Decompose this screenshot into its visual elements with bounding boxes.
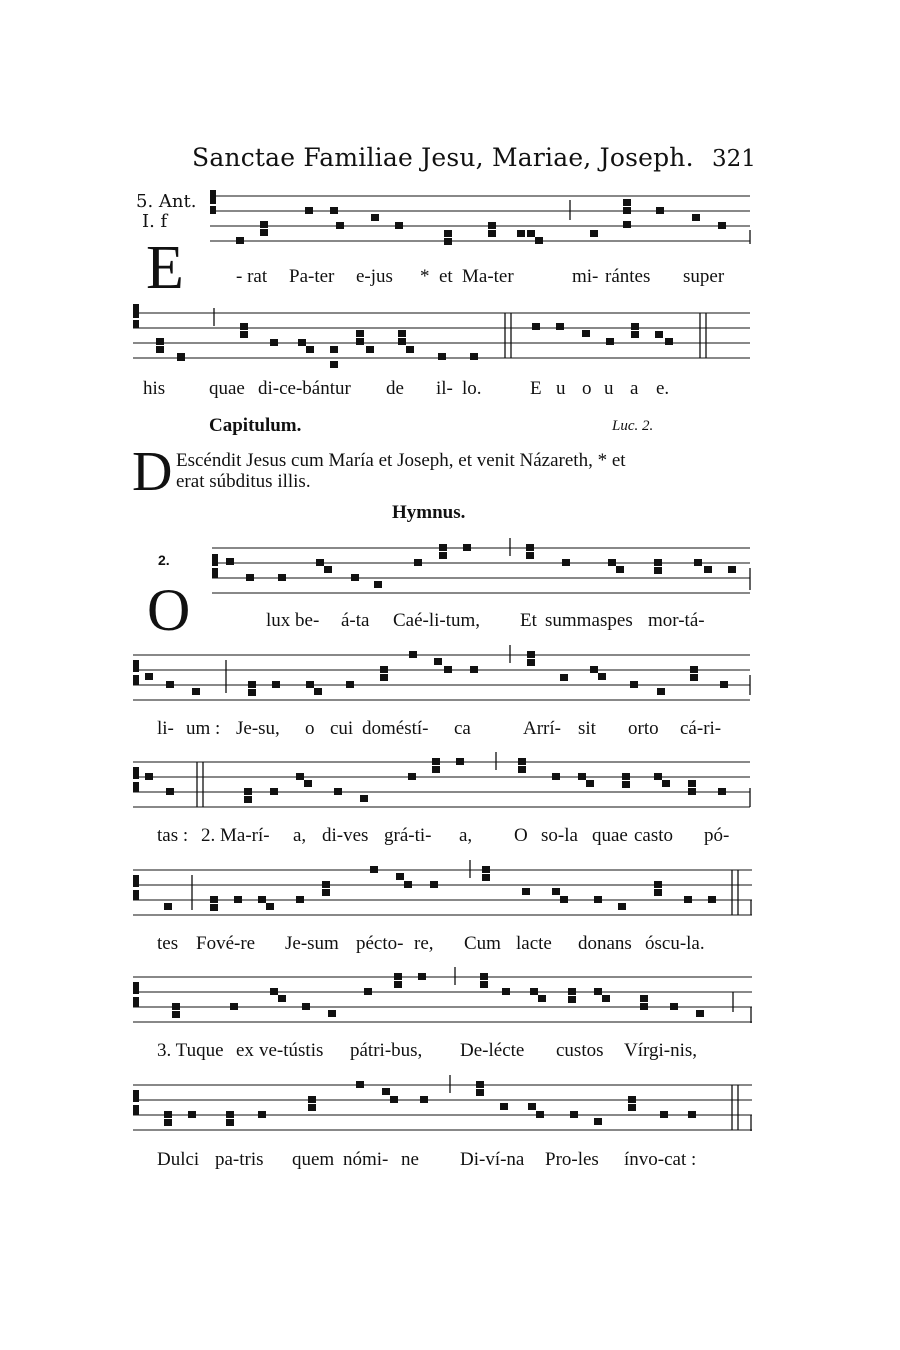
hymn-syllable: spes (600, 610, 633, 631)
antiphon-number: 5. Ant. (136, 191, 197, 212)
hymn-initial: O (147, 577, 191, 643)
hymn-syllable: sit (578, 718, 596, 739)
capitulum-initial: D (132, 441, 173, 503)
hymn-syllable: Fové-re (196, 933, 256, 954)
antiphon-syllable: * (420, 266, 430, 287)
antiphon-syllable: mi- (572, 266, 599, 287)
page-title: Sanctae Familiae Jesu, Mariae, Joseph. (192, 143, 694, 172)
hymn-syllable: quae (592, 825, 628, 846)
euouae-syllable: e. (656, 378, 670, 399)
antiphon-syllable: lo. (462, 378, 482, 399)
hymn-syllable: cá-ri- (680, 718, 722, 739)
hymn-syllable: O (514, 825, 528, 846)
hymn-syllable: ca (454, 718, 471, 739)
hymn-syllable: a, (459, 825, 473, 846)
capitulum-text-line-1: Escéndit Jesus cum María et Joseph, et venit Názareth, * et (176, 450, 626, 471)
hymn-syllable: um : (186, 718, 221, 739)
euouae-syllable: a (630, 378, 639, 399)
capitulum-text-line-2: erat súbditus illis. (176, 471, 311, 492)
music-staff-hymn-6 (0, 1075, 900, 1145)
antiphon-syllable: super (683, 266, 725, 287)
hymn-syllable: o (305, 718, 315, 739)
antiphon-syllable: de (386, 378, 404, 399)
hymn-syllable: óscu-la. (645, 933, 705, 954)
hymn-syllable: donans (578, 933, 632, 954)
hymn-syllable: nómi- (343, 1149, 389, 1170)
hymn-syllable: ve-tústis (259, 1040, 324, 1061)
hymn-syllable: Dulci (157, 1149, 200, 1170)
music-staff-hymn-5 (0, 967, 900, 1037)
hymn-syllable: custos (556, 1040, 604, 1061)
hymn-syllable: pa-tris (215, 1149, 264, 1170)
hymn-syllable: Caé-li-tum, (393, 610, 481, 631)
music-staff-antiphon-1 (0, 190, 900, 270)
hymn-syllable: li- (157, 718, 174, 739)
hymn-syllable: cui (330, 718, 354, 739)
hymn-syllable: grá-ti- (384, 825, 432, 846)
hymn-syllable: quem (292, 1149, 335, 1170)
euouae-syllable: u (556, 378, 566, 399)
hymn-syllable: so-la (541, 825, 578, 846)
hymn-syllable: 3. Tuque (157, 1040, 224, 1061)
hymn-syllable: di-ves (322, 825, 369, 846)
antiphon-syllable: il- (436, 378, 453, 399)
euouae-syllable: E (530, 378, 542, 399)
hymn-syllable: mor-tá- (648, 610, 705, 631)
antiphon-syllable: - rat (236, 266, 268, 287)
music-staff-hymn-2 (0, 645, 900, 715)
hymn-syllable: tes (157, 933, 179, 954)
hymn-syllable: a, (293, 825, 307, 846)
capitulum-heading: Capitulum. (209, 415, 302, 436)
hymn-syllable: pécto- (356, 933, 404, 954)
hymn-syllable: Arrí- (523, 718, 561, 739)
hymn-syllable: doméstí- (362, 718, 429, 739)
euouae-syllable: o (582, 378, 592, 399)
hymn-syllable: ex (236, 1040, 254, 1061)
hymn-syllable: Je-sum (285, 933, 339, 954)
hymn-syllable: Di-ví-na (460, 1149, 525, 1170)
antiphon-syllable: e-jus (356, 266, 393, 287)
hymn-syllable: pátri-bus, (350, 1040, 423, 1061)
hymn-syllable: pó- (704, 825, 730, 846)
hymn-syllable: lacte (516, 933, 552, 954)
hymn-syllable: Je-su, (236, 718, 280, 739)
antiphon-syllable: rántes (605, 266, 651, 287)
euouae-syllable: u (604, 378, 614, 399)
antiphon-syllable: quae (209, 378, 245, 399)
hymn-syllable: ínvo-cat : (624, 1149, 697, 1170)
hymn-syllable: re, (414, 933, 434, 954)
hymn-syllable: 2. Ma-rí- (201, 825, 270, 846)
antiphon-syllable: di-ce-bántur (258, 378, 351, 399)
hymn-syllable: De-lécte (460, 1040, 525, 1061)
antiphon-initial: E (146, 234, 184, 302)
hymn-syllable: lux be- (266, 610, 320, 631)
hymn-verse-number: 2. (158, 552, 170, 568)
antiphon-syllable: his (143, 378, 166, 399)
hymn-syllable: ne (401, 1149, 419, 1170)
page-number: 321 (712, 146, 756, 172)
hymn-syllable: casto (634, 825, 674, 846)
antiphon-mode: I. f (142, 211, 168, 232)
antiphon-syllable: Ma-ter (462, 266, 514, 287)
music-staff-antiphon-2 (0, 298, 900, 378)
hymn-syllable: orto (628, 718, 659, 739)
hymn-syllable: Vírgi-nis, (624, 1040, 698, 1061)
hymn-syllable: tas : (157, 825, 189, 846)
music-staff-hymn-4 (0, 860, 900, 930)
antiphon-syllable: et (439, 266, 453, 287)
capitulum-reference: Luc. 2. (612, 418, 654, 434)
hymn-syllable: Et (520, 610, 537, 631)
hymn-syllable: Cum (464, 933, 501, 954)
hymn-syllable: Pro-les (545, 1149, 599, 1170)
antiphon-syllable: Pa-ter (289, 266, 335, 287)
music-staff-hymn-1 (0, 538, 900, 608)
hymn-syllable: á-ta (341, 610, 370, 631)
hymn-syllable: summa (545, 610, 600, 631)
music-staff-hymn-3 (0, 752, 900, 822)
hymnus-heading: Hymnus. (392, 502, 466, 523)
